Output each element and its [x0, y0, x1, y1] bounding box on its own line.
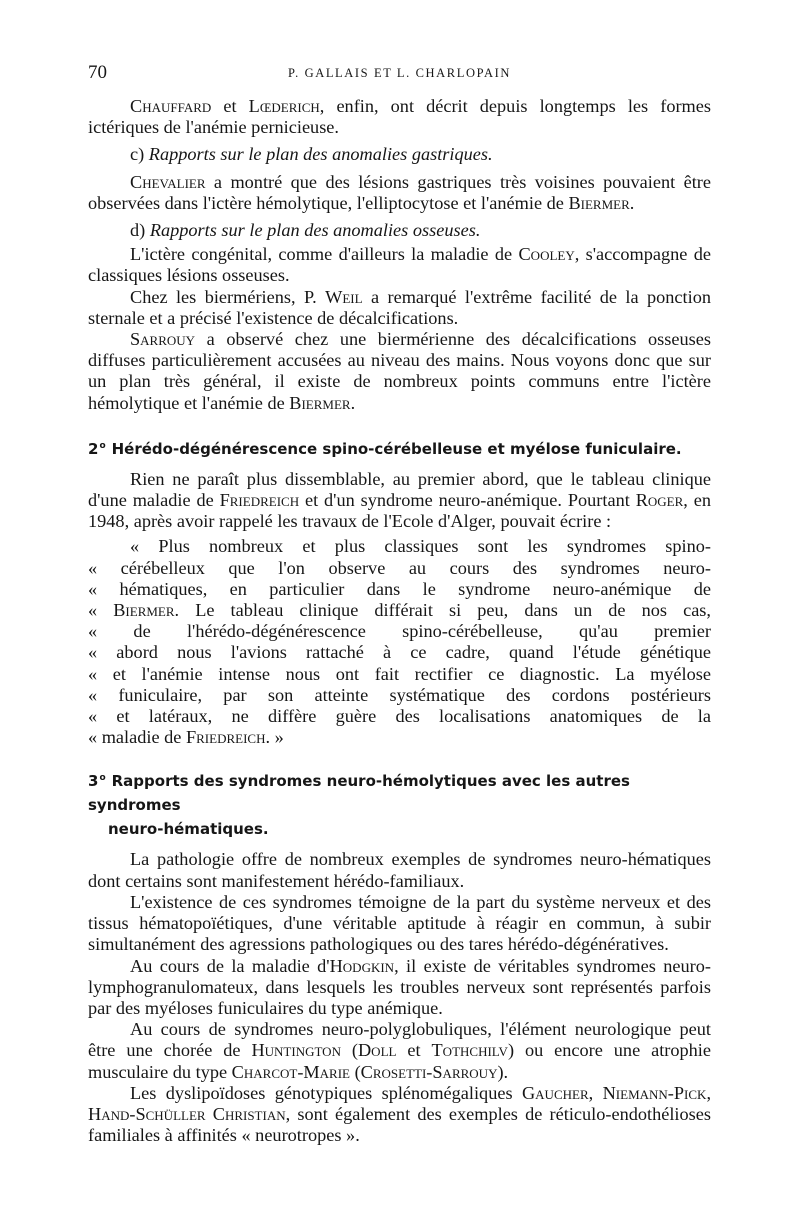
author-name: Roger	[635, 490, 684, 511]
subheading-c	[88, 144, 711, 165]
section-title: Rapports des syndromes neuro-hémolytiques avec les autres syndromes	[88, 772, 630, 815]
paragraph-chauffard	[88, 96, 711, 138]
author-name: Charcot-Marie	[231, 1061, 350, 1082]
section-3-heading	[88, 766, 711, 841]
text-run: ) ou encore une atrophie musculaire du type	[88, 1040, 711, 1082]
author-name: Biermer	[289, 392, 351, 413]
author-name: Chevalier	[130, 171, 206, 192]
author-name: Gaucher	[521, 1082, 589, 1103]
quote-line: « funiculaire, par son atteinte systématique des cordons postérieurs	[88, 684, 711, 705]
block-quote	[88, 536, 711, 748]
paragraph-dyslipoidoses	[88, 1083, 711, 1147]
text-run: ,	[706, 1082, 712, 1103]
text-run: a montré que des lésions gastriques très voisines pouvaient être observées dans l'ictère hémolytique, l'elliptocytose et l'anémie de	[88, 171, 711, 213]
text-run: , sont également des exemples de réticulo-endothélioses familiales à affinités « neurotropes ».	[88, 1103, 711, 1146]
text-run: Rien ne paraît plus dissemblable, au premier abord, que le tableau clinique d'une maladie de	[88, 468, 711, 511]
paragraph-polyglobuliques	[88, 1019, 711, 1083]
author-name: Doll	[357, 1040, 397, 1061]
subheading-letter: d)	[130, 220, 150, 241]
paragraph-friedreich	[88, 469, 711, 533]
quote-line: « cérébelleux que l'on observe au cours des syndromes neuro-	[88, 557, 711, 578]
journal-page	[88, 62, 711, 1146]
page-header	[88, 62, 711, 88]
text-run: L'existence de ces syndromes témoigne de la part du système nerveux et des tissus hématopoïétiques, d'une véritable aptitude à réagir en commun, à subir simultanément des agressions pathologiques ou des tares hérédo-dégénératives.	[88, 891, 711, 955]
author-name: Biermer	[568, 192, 630, 213]
running-head: P. GALLAIS ET L. CHARLOPAIN	[287, 66, 512, 80]
author-name: Friedreich	[219, 490, 300, 511]
quote-line	[88, 727, 711, 748]
author-name: Crosetti-Sarrouy	[360, 1061, 498, 1082]
author-name: Biermer	[113, 600, 175, 621]
quote-line	[88, 600, 711, 621]
author-name: Huntington	[251, 1040, 341, 1061]
text-run: L'ictère congénital, comme d'ailleurs la maladie de	[130, 244, 519, 265]
author-name: Sarrouy	[130, 329, 196, 350]
text-run: « maladie de	[88, 727, 186, 748]
subheading-title: Rapports sur le plan des anomalies gastriques.	[148, 144, 493, 165]
text-run: Les dyslipoïdoses génotypiques splénomégaliques	[130, 1082, 522, 1103]
author-name: Hodgkin	[329, 955, 395, 976]
text-run: .	[629, 192, 635, 213]
quote-line: « abord nous l'avions rattaché à ce cadre, quand l'étude génétique	[88, 642, 711, 663]
author-name: Niemann-Pick	[602, 1082, 707, 1103]
text-run: a observé chez une biermérienne des décalcifications osseuses diffuses particulièrement accusées au niveau des mains. Nous voyons donc que sur un plan très général, il existe de nombreux points communs entre l'ictère hémolytique et l'anémie de	[88, 329, 711, 413]
author-name: Weil	[325, 286, 363, 307]
subheading-d	[88, 220, 711, 241]
paragraph-chevalier	[88, 172, 711, 214]
quote-line: « et latéraux, ne diffère guère des localisations anatomiques de la	[88, 706, 711, 727]
paragraph-sarrouy	[88, 329, 711, 414]
degree-mark: o	[99, 440, 106, 451]
text-run: et d'un syndrome neuro-anémique. Pourtant	[299, 490, 636, 511]
paragraph-existence	[88, 892, 711, 956]
text-run: La pathologie offre de nombreux exemples de syndromes neuro-hématiques dont certains sont manifestement hérédo-familiaux.	[88, 849, 711, 891]
text-run: , en 1948, après avoir rappelé les travaux de l'Ecole d'Alger, pouvait écrire :	[88, 490, 711, 532]
text-run: , enfin, ont décrit depuis longtemps les formes ictériques de l'anémie pernicieuse.	[88, 96, 711, 138]
text-run: et	[211, 96, 249, 116]
text-run: Au cours de la maladie d'	[130, 955, 330, 976]
author-name: Lœderich	[248, 96, 320, 116]
author-name: Hand-Schüller Christian	[88, 1103, 286, 1124]
paragraph-pathologie	[88, 849, 711, 891]
text-run: ).	[497, 1061, 509, 1082]
section-2-heading	[88, 434, 711, 461]
author-name: Cooley	[518, 244, 575, 265]
text-run: «	[88, 600, 114, 621]
text-run: (	[350, 1061, 361, 1082]
degree-mark: o	[99, 773, 106, 784]
text-run: (	[340, 1040, 358, 1061]
text-run: . »	[265, 727, 284, 748]
text-run: . Le tableau clinique différait si peu, dans un de nos cas,	[174, 600, 711, 621]
paragraph-cooley	[88, 244, 711, 286]
section-title: Hérédo-dégénérescence spino-cérébelleuse et myélose funiculaire.	[111, 439, 682, 458]
section-number: 2	[88, 439, 99, 458]
subheading-letter: c)	[130, 144, 149, 165]
author-name: Chauffard	[130, 96, 212, 116]
page-number: 70	[88, 62, 107, 83]
text-run: .	[350, 392, 356, 413]
text-run: a remarqué l'extrême facilité de la ponction sternale et a précisé l'existence de décalcifications.	[88, 286, 711, 328]
author-name: Friedreich	[185, 727, 266, 748]
quote-line: « et l'anémie intense nous ont fait rectifier ce diagnostic. La myélose	[88, 663, 711, 684]
text-run: et	[396, 1040, 432, 1061]
quote-line: « Plus nombreux et plus classiques sont les syndromes spino-	[130, 536, 711, 557]
subheading-title: Rapports sur le plan des anomalies osseuses.	[149, 220, 481, 241]
paragraph-hodgkin	[88, 956, 711, 1020]
text-run: ,	[588, 1082, 603, 1103]
section-title-continued: neuro-hématiques.	[108, 820, 269, 839]
section-number: 3	[88, 772, 99, 791]
quote-line: « hématiques, en particulier dans le syndrome neuro-anémique de	[88, 578, 711, 599]
quote-line: « de l'hérédo-dégénérescence spino-cérébelleuse, qu'au premier	[88, 621, 711, 642]
text-run: , il existe de véritables syndromes neuro-lymphogranulomateux, dans lesquels les troubles nerveux sont représentés parfois par des myéloses funiculaires du type anémique.	[88, 955, 711, 1018]
text-run: Au cours de syndromes neuro-polyglobuliques, l'élément neurologique peut être une chorée de	[88, 1019, 711, 1061]
text-run: , s'accompagne de classiques lésions osseuses.	[88, 244, 711, 286]
paragraph-weil	[88, 287, 711, 329]
text-run: Chez les biermériens, P.	[130, 286, 326, 307]
author-name: Tothchilv	[431, 1040, 508, 1061]
